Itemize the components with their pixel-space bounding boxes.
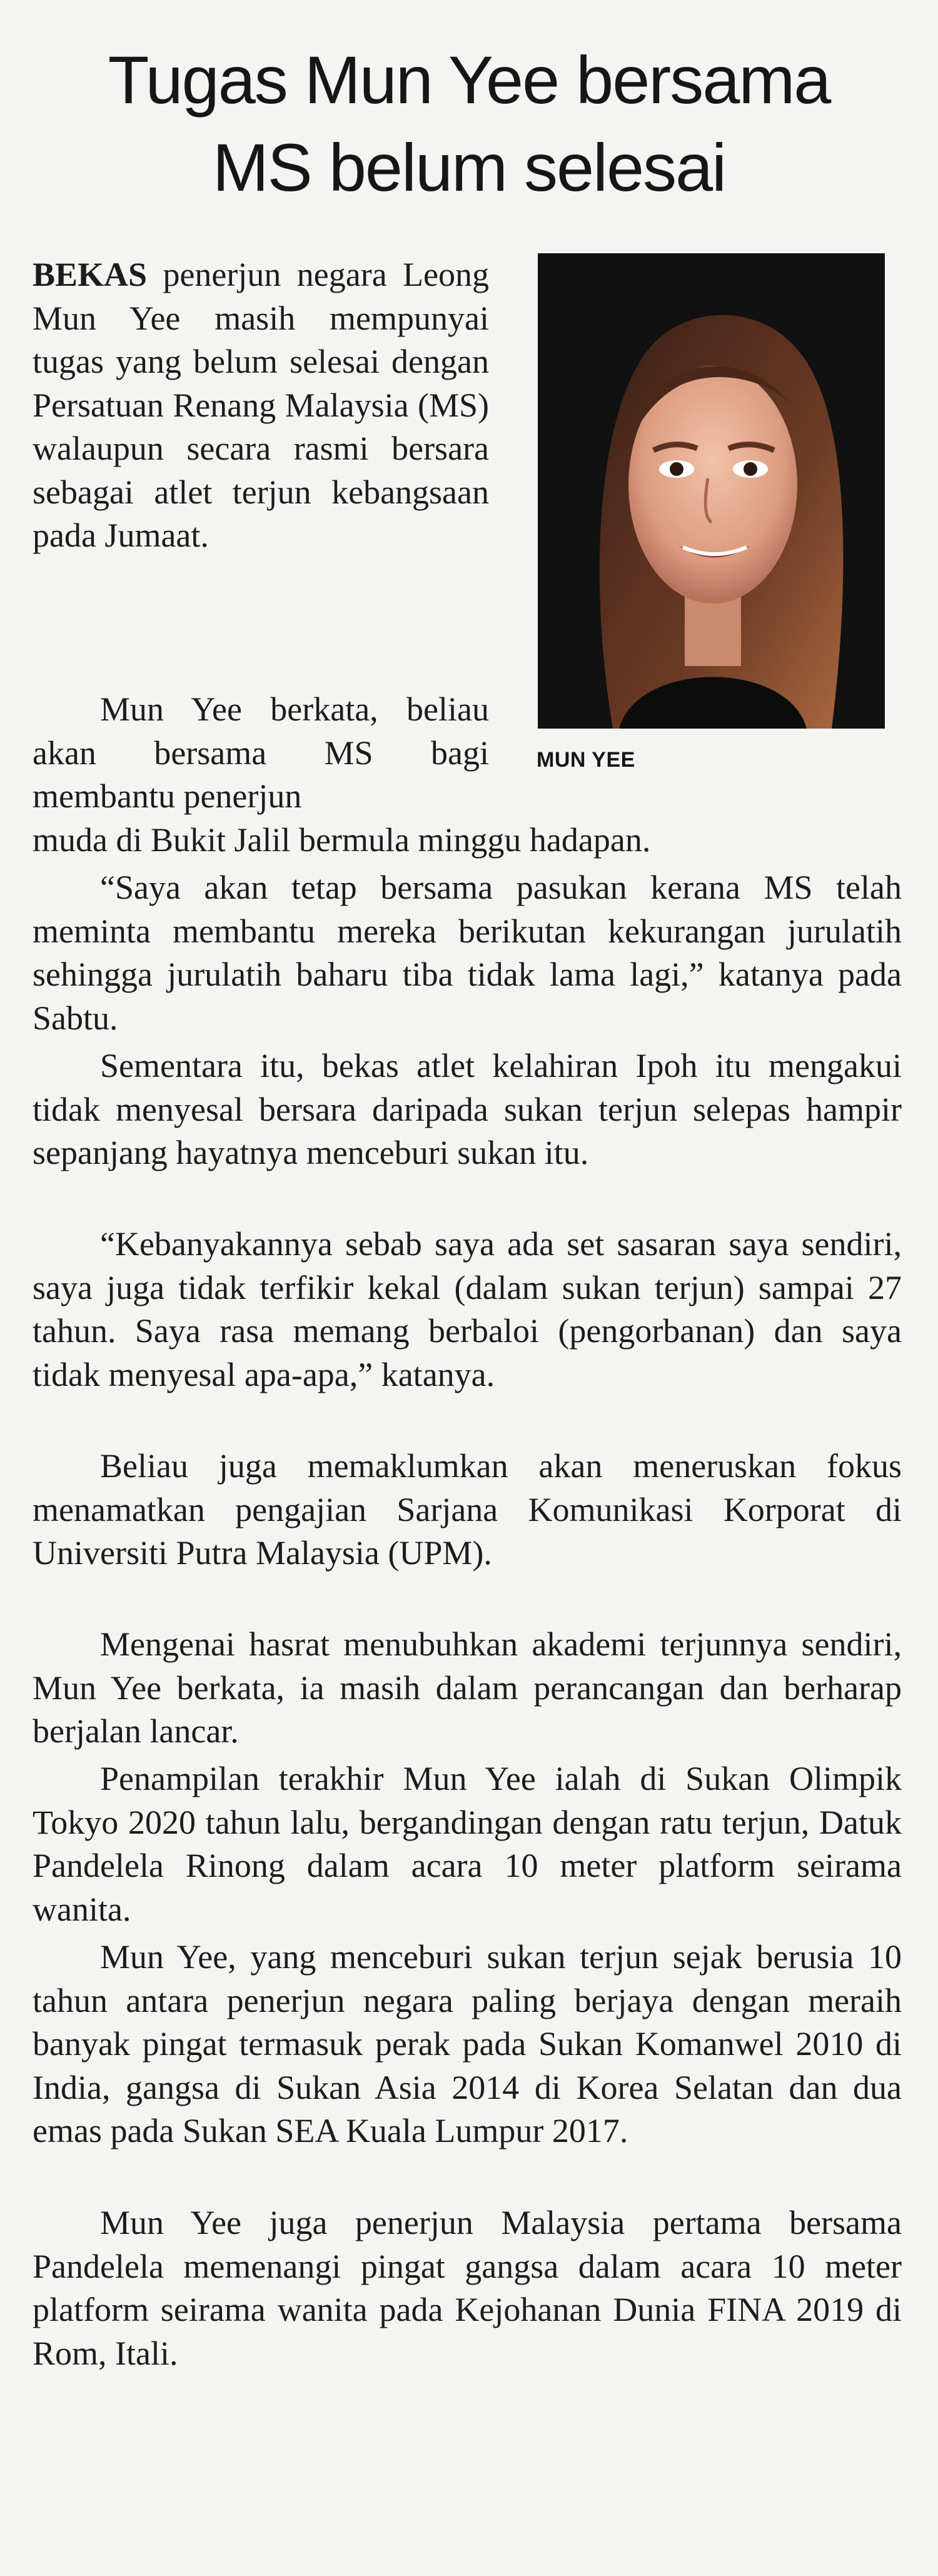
paragraph-1 [33, 253, 489, 558]
paragraph-9: Mun Yee, yang menceburi sukan terjun sejak berusia 10 tahun antara penerjun negara paling berjaya dengan meraih banyak pingat termasuk perak pada Sukan Komanwel 2010 di India, gangsa di Sukan Asia 2014 di Korea Selatan dan dua emas pada Sukan SEA Kuala Lumpur 2017. [33, 1938, 902, 2149]
paragraph-2a: Mun Yee berkata, beliau akan bersama MS bagi membantu penerjun [33, 690, 489, 815]
paragraph-2b: muda di Bukit Jalil bermula minggu hadapan. [33, 821, 651, 859]
portrait-photo [538, 253, 885, 729]
paragraph-10: Mun Yee juga penerjun Malaysia pertama bersama Pandelela memenangi pingat gangsa dalam acara 10 meter platform seirama wanita pada Kejohanan Dunia FINA 2019 di Rom, Itali. [33, 2204, 902, 2372]
headline [0, 36, 938, 211]
paragraph-1-text: penerjun negara Leong Mun Yee masih mempunyai tugas yang belum selesai dengan Persatuan Renang Malaysia (MS) walaupun secara rasmi bersara sebagai atlet terjun kebangsaan pada Jumaat. [33, 256, 489, 554]
paragraph-6: Beliau juga memaklumkan akan meneruskan fokus menamatkan pengajian Sarjana Komunikasi Korporat di Universiti Putra Malaysia (UPM). [33, 1447, 902, 1572]
headline-line-2: MS belum selesai [212, 129, 726, 205]
paragraph-7: Mengenai hasrat menubuhkan akademi terjunnya sendiri, Mun Yee berkata, ia masih dalam perancangan dan berharap berjalan lancar. [33, 1625, 902, 1750]
lead-word: BEKAS [33, 256, 148, 293]
paragraph-3: “Saya akan tetap bersama pasukan kerana MS telah meminta membantu mereka berikutan kekurangan jurulatih sehingga jurulatih baharu tiba tidak lama lagi,” katanya pada Sabtu. [33, 869, 902, 1037]
paragraph-8: Penampilan terakhir Mun Yee ialah di Sukan Olimpik Tokyo 2020 tahun lalu, bergandingan dengan ratu terjun, Datuk Pandelela Rinong dalam acara 10 meter platform seirama wanita. [33, 1760, 902, 1928]
photo-caption: MUN YEE [537, 748, 635, 772]
portrait-illustration [538, 253, 885, 729]
paragraph-5: “Kebanyakannya sebab saya ada set sasaran saya sendiri, saya juga tidak terfikir kekal (dalam sukan terjun) sampai 27 tahun. Saya rasa memang berbaloi (pengorbanan) dan saya tidak menyesal apa-apa,” katanya. [33, 1225, 902, 1393]
headline-line-1: Tugas Mun Yee bersama [108, 42, 830, 118]
paragraph-4: Sementara itu, bekas atlet kelahiran Ipoh itu mengakui tidak menyesal bersara daripada sukan terjun selepas hampir sepanjang hayatnya menceburi sukan itu. [33, 1047, 902, 1171]
